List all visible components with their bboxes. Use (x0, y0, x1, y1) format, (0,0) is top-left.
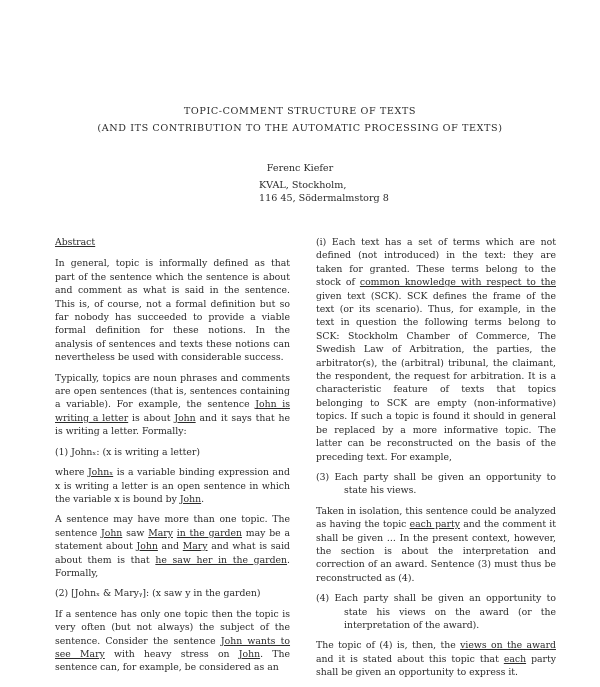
left-column (55, 236, 290, 682)
paragraph (316, 236, 556, 464)
paragraph (55, 257, 290, 364)
underlined-text: common knowledge with respect to the (359, 277, 556, 289)
text-run: (4) Each party shall be given an opportunity to state his views on the award (or the interpretation of the award). (316, 593, 556, 631)
text-run: (1) Johnₓ: (x is writing a letter) (55, 446, 200, 458)
underlined-text: Abstract (55, 237, 96, 248)
underlined-text: Mary (182, 541, 208, 553)
section-heading (55, 236, 290, 249)
underlined-text: John (101, 527, 123, 539)
underlined-text: views on the award (460, 640, 556, 652)
text-run: Taken in isolation, this sentence could be analyzed as having the topic (316, 505, 556, 531)
author-name: Ferenc Kiefer (266, 163, 334, 174)
paragraph (316, 505, 556, 585)
underlined-text: John (136, 541, 158, 553)
underlined-text: John is writing a letter (55, 399, 291, 424)
text-run: party shall be given an opportunity to express it. (316, 653, 556, 679)
paragraph (55, 372, 290, 439)
text-run: A sentence may have more than one topic. The sentence (55, 514, 290, 539)
text-run: given text (SCK). SCK defines the frame of the text (or its scenario). Thus, for example, in the text in question the following terms belong to SCK: Stockholm Chamber of Commerce, The Swedish Law of Arbitration, the parties, the arbitrator(s), the (arbitral) tribunal, the claimant, the respondent, the request for arbitration. It is a characteristic feature of texts that topics belonging to SCK are empty (non-informative) topics. If such a topic is found it should in general be replaced by a more informative topic. The latter can be reconstructed on the basis of the preceding text. For example, (316, 290, 556, 463)
text-run: (2) [Johnₓ & Maryᵧ]: (x saw y in the garden) (55, 588, 261, 600)
paper-title-line-1: TOPIC-COMMENT STRUCTURE OF TEXTS (183, 106, 417, 117)
underlined-text: John (174, 412, 196, 424)
numbered-example (55, 446, 290, 459)
text-run: . (201, 493, 205, 505)
text-run: Typically, topics are noun phrases and comments are open sentences (that is, sentences containing a variable). For example, the sentence (55, 372, 290, 411)
paragraph (55, 608, 290, 675)
text-run: is about (128, 412, 175, 424)
text-run: The topic of (4) is, then, the (316, 640, 461, 652)
text-run: (3) Each party shall be given an opportunity to state his views. (316, 471, 556, 497)
numbered-example (316, 592, 556, 632)
underlined-text: each party (409, 519, 461, 531)
underlined-text: John wants to see Mary (55, 635, 291, 660)
underlined-text: John (238, 648, 261, 660)
underlined-text: he saw her in the garden (155, 554, 288, 566)
numbered-example (55, 587, 290, 600)
text-run: saw (122, 527, 149, 539)
text-run: . Formally, (55, 554, 290, 579)
underlined-text: each (503, 653, 527, 665)
affiliation-line-2: 116 45, Södermalmstorg 8 (259, 193, 389, 204)
right-column (316, 236, 556, 687)
text-run: If a sentence has only one topic then the topic is very often (but not always) the subject of the sentence. Consider the sentence (55, 608, 290, 647)
numbered-example (316, 471, 556, 498)
underlined-text: in the garden (176, 527, 242, 539)
text-run: and the comment it shall be given ... In the present context, however, the section is about the interpretation and correction of an award. Sentence (3) must thus be reconstructed as (4). (316, 519, 556, 584)
paragraph (316, 639, 556, 679)
paper-title-line-2: (AND ITS CONTRIBUTION TO THE AUTOMATIC PROCESSING OF TEXTS) (97, 123, 503, 134)
paragraph (55, 513, 290, 580)
affiliation (259, 179, 389, 205)
text-run: where (55, 467, 88, 479)
underlined-text: Johnₓ (87, 467, 114, 479)
underlined-text: John (179, 493, 202, 505)
text-run: and what is said about them is that (55, 541, 290, 566)
text-run: (i) Each text has a set of terms which are not defined (not introduced) in the text: they are taken for granted. These terms belong to the stock of (316, 237, 556, 289)
text-run: may be a statement about (55, 527, 290, 553)
text-run: is a variable binding expression and x is writing a letter is an open sentence in which the variable x is bound by (55, 467, 290, 505)
text-run: and (157, 541, 183, 553)
text-run: and it says that he is writing a letter. Formally: (55, 412, 290, 438)
paragraph (55, 466, 290, 506)
text-run: and it is stated about this topic that (316, 653, 504, 665)
affiliation-line-1: KVAL, Stockholm, (259, 180, 347, 191)
underlined-text: Mary (148, 527, 173, 539)
text-run: . The sentence can, for example, be considered as an (55, 648, 290, 674)
text-run: with heavy stress on (104, 648, 239, 660)
text-run: In general, topic is informally defined as that part of the sentence which the sentence is about and comment as what is said in the sentence. This is, of course, not a formal definition but so far nobody has succeeded to provide a viable formal definition for these notions. In the analysis of sentences and texts these notions can nevertheless be used with considerable success. (55, 258, 290, 364)
